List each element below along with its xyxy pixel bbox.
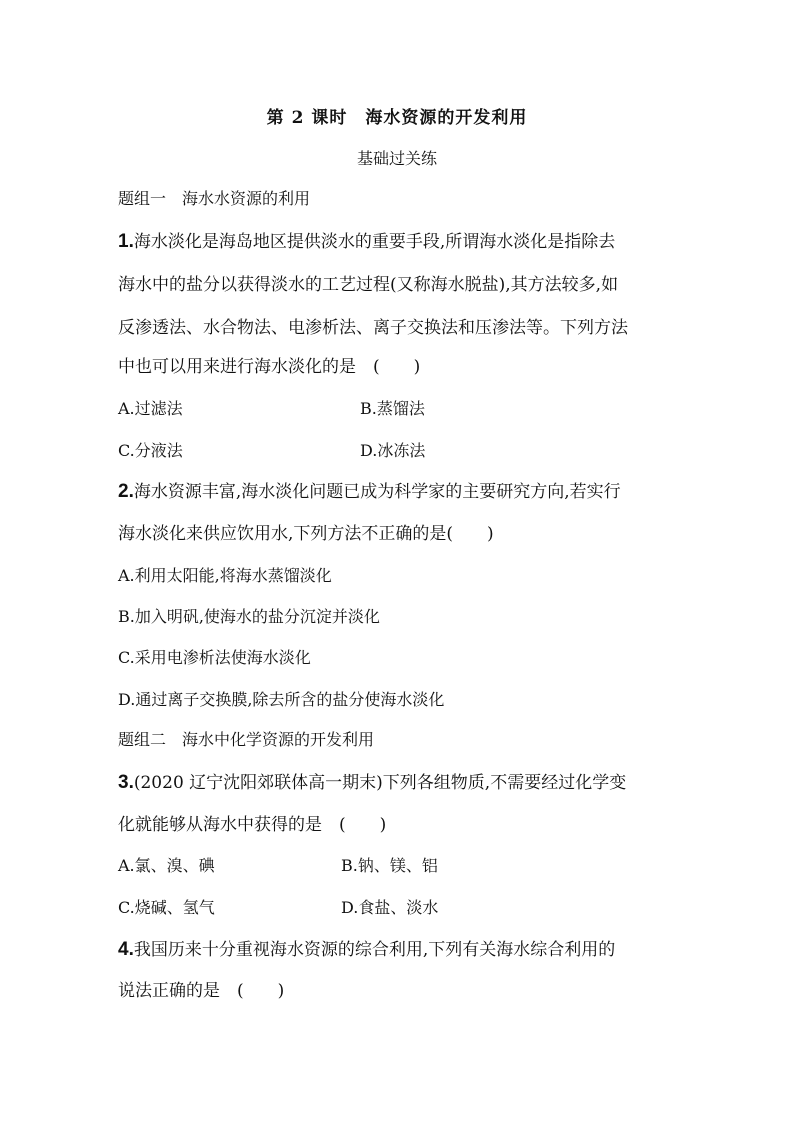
section-heading-2: 题组二 海水中化学资源的开发利用: [118, 730, 375, 749]
question-1-option-b: B.蒸馏法: [360, 399, 425, 418]
page-title: 第 2 课时 海水资源的开发利用: [266, 108, 528, 128]
question-text: 海水资源丰富,海水淡化问题已成为科学家的主要研究方向,若实行: [133, 482, 621, 502]
question-3-option-c: C.烧碱、氢气: [118, 898, 215, 917]
question-2-option-d: D.通过离子交换膜,除去所含的盐分使海水淡化: [118, 690, 445, 709]
question-3-option-d: D.食盐、淡水: [341, 898, 439, 917]
question-1-option-c: C.分液法: [118, 441, 183, 460]
section-heading-1: 题组一 海水水资源的利用: [118, 189, 311, 208]
question-1-option-a: A.过滤法: [118, 399, 183, 418]
question-2-option-b: B.加入明矾,使海水的盐分沉淀并淡化: [118, 607, 380, 626]
question-2-option-a: A.利用太阳能,将海水蒸馏淡化: [118, 566, 332, 585]
question-3-option-a: A.氯、溴、碘: [118, 856, 215, 875]
question-1-line-1: [118, 231, 615, 253]
question-number: 4.: [118, 939, 134, 960]
question-3-line-2: 化就能够从海水中获得的是 ( ): [118, 815, 387, 835]
question-4-line-1: [118, 939, 615, 961]
question-number: 1.: [118, 231, 134, 252]
question-number: 3.: [118, 772, 134, 793]
question-3-line-1: [118, 772, 626, 794]
question-text: 我国历来十分重视海水资源的综合利用,下列有关海水综合利用的: [133, 940, 616, 960]
question-1-line-4: 中也可以用来进行海水淡化的是 ( ): [118, 357, 421, 377]
question-2-line-2: 海水淡化来供应饮用水,下列方法不正确的是( ): [118, 524, 494, 544]
question-2-line-1: [118, 481, 621, 503]
page-subtitle: 基础过关练: [356, 149, 437, 168]
question-1-line-3: 反渗透法、水合物法、电渗析法、离子交换法和压渗法等。下列方法: [118, 318, 628, 338]
question-3-option-b: B.钠、镁、铝: [341, 856, 438, 875]
question-4-line-2: 说法正确的是 ( ): [118, 981, 285, 1001]
question-text: (2020 辽宁沈阳郊联体高一期末)下列各组物质,不需要经过化学变: [133, 773, 627, 793]
question-1-line-2: 海水中的盐分以获得淡水的工艺过程(又称海水脱盐),其方法较多,如: [118, 275, 619, 295]
question-text: 海水淡化是海岛地区提供淡水的重要手段,所谓海水淡化是指除去: [133, 232, 616, 252]
question-number: 2.: [118, 481, 134, 502]
question-1-option-d: D.冰冻法: [360, 441, 426, 460]
question-2-option-c: C.采用电渗析法使海水淡化: [118, 648, 311, 667]
